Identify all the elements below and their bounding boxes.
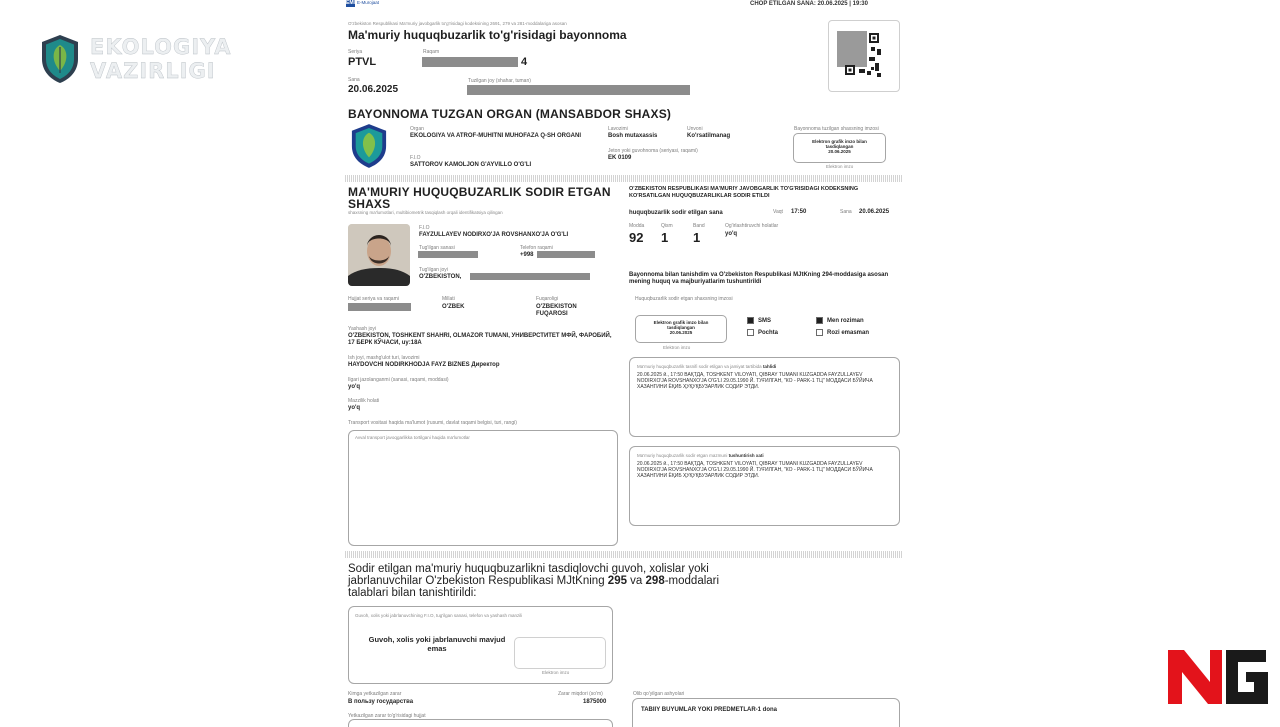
series-value: PTVL bbox=[348, 56, 377, 68]
redacted-number bbox=[422, 57, 518, 67]
offender-section-sub: shaxsning ma'lumotlari, multibiometrik tasqiqlash orqali identifikatsiya qilingan bbox=[348, 210, 503, 215]
badge-label: Jeton yoki guvohnoma (seriyasi, raqami) bbox=[608, 148, 698, 154]
aggravating-label: Og'irlashtiruvchi holatlar bbox=[725, 223, 779, 229]
officer-e-signature-date: 20.06.2025 bbox=[828, 149, 851, 154]
address-value: O'ZBEKISTON, TOSHKENT SHAHRI, OLMAZOR TUMANI, УНИВЕРСТИТЕТ МФЙ, ФАРОБИЙ, 17 БЕРК КЎЧАСИ, uy:18A bbox=[348, 333, 612, 346]
redacted-place bbox=[467, 85, 690, 95]
ekologiya-vazirligi-logo bbox=[38, 33, 232, 85]
badge-value: EK 0109 bbox=[608, 155, 632, 161]
rank-label: Unvoni bbox=[687, 126, 703, 132]
explanation-box bbox=[629, 446, 900, 526]
prior-label: Ilgari jazolanganmi (sanasi, raqami, moddasi) bbox=[348, 377, 449, 383]
offender-birthplace-label: Tug'ilgan joyi bbox=[419, 267, 448, 273]
officer-sign-label: Bayonnoma tuzilgan shaxsning imzosi bbox=[794, 126, 879, 132]
officer-label: F.I.O bbox=[410, 155, 421, 161]
article-label: Modda bbox=[629, 223, 645, 229]
sms-label: SMS bbox=[758, 318, 772, 325]
citizenship-value: O'ZBEKISTON FUQAROSI bbox=[536, 304, 577, 317]
seized-box bbox=[632, 698, 900, 727]
witness-intro-text-a: Sodir etilgan ma'muriy huquqbuzarlikni tasdiqlovchi guvoh, xolislar yoki jabrlanuvchilar O'zbekiston Respublikasi MJtKning bbox=[348, 563, 709, 587]
offender-birth-label: Tug'ilgan sanasi bbox=[419, 245, 455, 251]
position-label: Lavozimi bbox=[608, 126, 628, 132]
prior-value: yo'q bbox=[348, 384, 361, 390]
offender-phone-prefix: +998 bbox=[520, 252, 534, 258]
damage-label: Kimga yetkazilgan zarar bbox=[348, 691, 402, 697]
place-label: Tuzilgan joy (shahar, tuman) bbox=[468, 78, 531, 84]
law-line: O'zbekiston Respublikasi Ma'muriy javobgarlik to'g'risidagi kodeksining 2691, 279 va 281-moddalariga asosan bbox=[348, 21, 567, 26]
damage-amount-label: Zarar miqdori (so'm) bbox=[558, 691, 603, 697]
date-label: Sana bbox=[348, 77, 360, 83]
description-label: Ma'muriy huquqbuzarlik tasnifi sodir etilgan va jamiyat tartibida bbox=[637, 364, 762, 369]
damage-doc-box bbox=[348, 719, 613, 727]
offender-photo bbox=[348, 224, 410, 286]
ack-sign-label: Huquqbuzarlik sodir etgan shaxsning imzosi bbox=[635, 296, 733, 302]
violation-title: O'ZBEKISTON RESPUBLIKASI MA'MURIY JAVOBGARLIK TO'G'RISIDAGI KODEKSNING KO'RSATILGAN HUQUQBUZARLIKLAR SODIR ETILDI bbox=[629, 186, 859, 199]
offender-e-signature-date: 20.06.2025 bbox=[669, 330, 693, 335]
description-text: 20.06.2025 й., 17:50 ВАҚТДА, TOSHKENT VILOYATI, QIBRAY TUMANI KUZGADDA FAYZULLAYEV NODIRXO'JA ROVSHANXO'JA O'G'LI 29.05.1990 Й. ТУҒИЛГАН, "КО - PARK-1 ТЦ" МОДДАСИ БЎЙИЧА ХАЗАНГИНИ ЁҚИБ ҲУҚУҚБУЗАРЛИК СОДИР ЭТДИ. bbox=[637, 372, 873, 390]
officer-sign-note: Elektron imzo bbox=[826, 164, 854, 169]
offender-section-title: MA'MURIY HUQUQBUZARLIK SODIR ETGAN SHAXS bbox=[348, 185, 611, 211]
witness-article-298: 298 bbox=[645, 575, 665, 587]
witness-article-295: 295 bbox=[607, 575, 627, 587]
officer-e-signature-text: Elektron grafik imzo bilan tasdiqlangan bbox=[812, 139, 867, 149]
qr-frame bbox=[828, 20, 900, 92]
officer-e-signature bbox=[793, 133, 886, 163]
nationality-value: O'ZBEK bbox=[442, 304, 465, 310]
passport-label: Hujjat seriya va raqami bbox=[348, 296, 399, 302]
disagree-checkbox[interactable] bbox=[816, 329, 823, 336]
explanation-text: 20.06.2025 й., 17:50 ВАҚТДА, TOSHKENT VILOYATI, QIBRAY TUMANI KUZGADDA FAYZULLAYEV NODIRXO'JA ROVSHANXO'JA O'G'LI 29.05.1990 Й. ТУҒИЛГАН, "КО - PARK-1 ТЦ" МОДДАСИ БЎЙИЧА ХАЗАНГИНИ ЁҚИБ ҲУҚУҚБУЗАРЛИК СОДИР ЭТДИ. bbox=[637, 461, 873, 479]
citizenship-label: Fuqaroligi bbox=[536, 296, 558, 302]
logo-line-2: VAZIRLIGI bbox=[90, 59, 216, 83]
damage-value: В пользу государства bbox=[348, 699, 414, 705]
offender-e-signature-text: Elektron grafik imzo bilan tasdiqlangan bbox=[653, 320, 709, 330]
agree-label: Men roziman bbox=[827, 318, 864, 325]
violation-date-label: huquqbuzarlik sodir etilgan sana bbox=[629, 210, 723, 216]
offender-birthplace: O'ZBEKISTON, bbox=[419, 274, 462, 280]
agree-checkbox[interactable] bbox=[816, 317, 823, 324]
acknowledgement-text: Bayonnoma bilan tanishdim va O'zbekiston Respublikasi MJtKning 294-moddasiga asosan mening huquq va majburiyatlarim tushuntirildi bbox=[629, 272, 889, 285]
shield-leaf-icon bbox=[38, 33, 82, 85]
post-checkbox[interactable] bbox=[747, 329, 754, 336]
witness-sign-note: Elektron imzo bbox=[542, 670, 570, 675]
position-value: Bosh mutaxassis bbox=[608, 133, 658, 139]
section-divider-2 bbox=[345, 551, 902, 558]
emi-badge-sub: E-Murojaat bbox=[357, 0, 380, 5]
nationality-label: Millati bbox=[442, 296, 455, 302]
print-date: CHOP ETILGAN SANA: 20.06.2025 | 19:30 bbox=[750, 1, 868, 7]
redacted-birthplace bbox=[470, 273, 590, 280]
emi-badge: EMI bbox=[346, 0, 355, 6]
part-label: Qism bbox=[661, 223, 673, 229]
ng-logo-text: NG bbox=[1166, 646, 1168, 647]
option-post[interactable] bbox=[747, 329, 778, 336]
disagree-label: Rozi emasman bbox=[827, 330, 870, 337]
part-value: 1 bbox=[661, 230, 669, 245]
damage-doc-label: Yetkazilgan zarar to'g'risidagi hujjat bbox=[348, 713, 426, 719]
transport-label: Transport vositasi haqida ma'lumot (rusumi, davlat raqami belgisi, turi, rangi) bbox=[348, 420, 517, 426]
dependents-label: Mazzilik holati bbox=[348, 398, 380, 404]
witness-intro bbox=[348, 563, 758, 599]
witness-box bbox=[348, 606, 613, 684]
post-label: Pochta bbox=[758, 330, 779, 337]
time-value: 17:50 bbox=[791, 209, 807, 215]
number-tail: 4 bbox=[521, 56, 528, 68]
option-agree[interactable] bbox=[816, 317, 864, 324]
witness-intro-text-e: -moddalari talablari bilan tanishtirildi: bbox=[348, 575, 720, 599]
document-title: Ma'muriy huquqbuzarlik to'g'risidagi bayonnoma bbox=[348, 28, 627, 42]
work-value: HAYDOVCHI NODIRKHODJA FAYZ BIZNES Директор bbox=[348, 362, 500, 368]
time-label: Vaqt bbox=[773, 209, 783, 215]
clause-label: Band bbox=[693, 223, 705, 229]
organ-emblem-icon bbox=[350, 123, 388, 169]
article-value: 92 bbox=[629, 230, 644, 245]
offender-fio-label: F.I.O bbox=[419, 225, 430, 231]
number-label: Raqam bbox=[423, 49, 440, 55]
transport-placeholder: Avval transport javoqgarlikka tortilgani haqida ma'lumotlar bbox=[355, 435, 470, 440]
redacted-birthdate bbox=[418, 251, 478, 258]
seized-label: Olib qo'yilgan ashyolari bbox=[633, 691, 685, 697]
clause-value: 1 bbox=[693, 230, 701, 245]
seized-value: TABIIY BUYUMLAR YOKI PREDMETLAR-1 dona bbox=[641, 707, 778, 713]
qr-code-icon bbox=[837, 29, 887, 79]
sms-checkbox[interactable] bbox=[747, 317, 754, 324]
witness-signature-field[interactable] bbox=[514, 637, 606, 669]
offender-phone-label: Telefon raqami bbox=[520, 245, 553, 251]
organ-label: Organ bbox=[410, 126, 424, 132]
option-sms[interactable] bbox=[747, 317, 771, 324]
description-label-tail: tahlidi bbox=[762, 364, 777, 369]
damage-amount-value: 1875000 bbox=[583, 699, 607, 705]
vdate-label: Sana bbox=[840, 209, 852, 215]
witness-box-label: Guvoh, xolis yoki jabrlanuvchining F.I.O, tug'ilgan sanasi, telefon va yashash manzili bbox=[355, 613, 523, 618]
organ-name: EKOLOGIYA VA ATROF-MUHITNI MUHOFAZA Q-SH ORGANI bbox=[410, 133, 581, 139]
address-label: Yashash joyi bbox=[348, 326, 376, 332]
ng-logo bbox=[1166, 646, 1270, 708]
witness-none-text: Guvoh, xolis yoki jabrlanuvchi mavjud emas bbox=[368, 635, 506, 653]
dependents-value: yo'q bbox=[348, 405, 361, 411]
description-box bbox=[629, 357, 900, 437]
person-photo-icon bbox=[348, 224, 410, 286]
aggravating-value: yo'q bbox=[725, 231, 738, 237]
organ-section-title: BAYONNOMA TUZGAN ORGAN (MANSABDOR SHAXS) bbox=[348, 107, 672, 121]
transport-box bbox=[348, 430, 618, 546]
option-disagree[interactable] bbox=[816, 329, 869, 336]
redacted-phone bbox=[537, 251, 595, 258]
officer-name: SATTOROV KAMOLJON G'AYVILLO O'G'LI bbox=[410, 162, 532, 168]
rank-value: Ko'rsatilmanag bbox=[687, 133, 731, 139]
offender-sign-note: Elektron imzo bbox=[663, 345, 691, 350]
vdate-value: 20.06.2025 bbox=[859, 209, 890, 215]
work-label: Ish joyi, mashg'ulot turi, lavozimi bbox=[348, 355, 420, 361]
offender-e-signature bbox=[635, 315, 727, 343]
offender-name: FAYZULLAYEV NODIRXO'JA ROVSHANXO'JA O'G'LI bbox=[419, 232, 569, 238]
series-label: Seriya bbox=[348, 49, 363, 55]
explanation-label: Ma'muriy huquqbuzarlik sodir etgan mazmuni bbox=[637, 453, 728, 458]
date-value: 20.06.2025 bbox=[348, 84, 399, 95]
logo-line-1: EKOLOGIYA bbox=[90, 35, 232, 59]
explanation-label-tail: tushuntirish xati bbox=[728, 453, 764, 458]
protocol-document bbox=[345, 0, 902, 727]
section-divider bbox=[345, 175, 902, 182]
redacted-passport bbox=[348, 303, 411, 311]
witness-intro-text-c: va bbox=[626, 575, 646, 587]
